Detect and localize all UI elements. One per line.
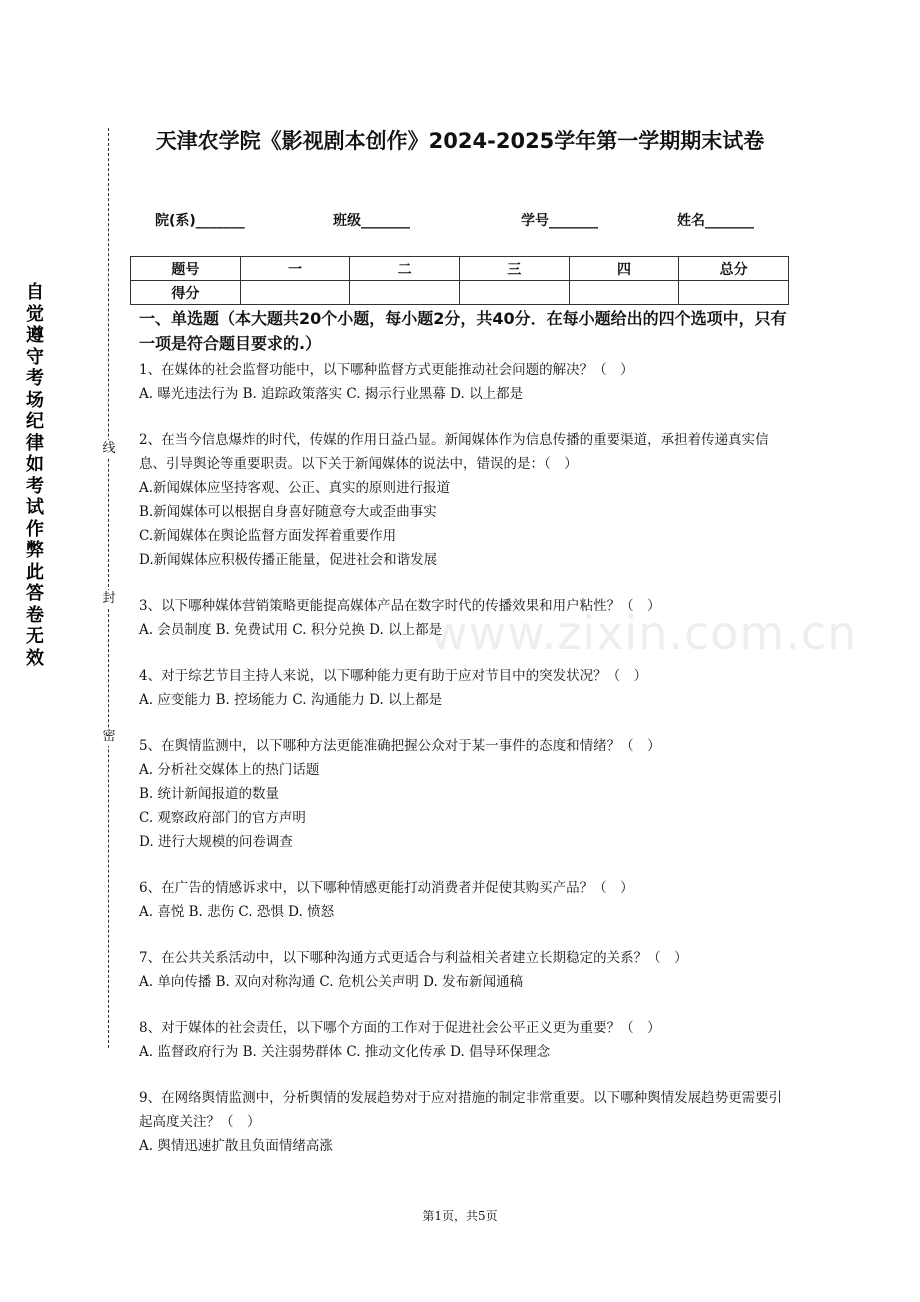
header-cell: 三: [459, 257, 569, 281]
seal-char-xian: 线: [102, 441, 116, 456]
score-row-label: 得分: [131, 281, 241, 305]
seal-char-feng: 封: [102, 591, 116, 606]
score-cell[interactable]: [569, 281, 679, 305]
score-cell[interactable]: [240, 281, 350, 305]
student-info-row: [0, 210, 920, 232]
question-options: A. 喜悦 B. 悲伤 C. 恐惧 D. 愤怒: [139, 904, 335, 920]
watermark: www.zixin.com.cn: [430, 606, 858, 660]
question-options: A. 监督政府行为 B. 关注弱势群体 C. 推动文化传承 D. 倡导环保理念: [139, 1044, 551, 1060]
question-item: [139, 734, 787, 854]
question-options: C. 观察政府部门的官方声明: [139, 810, 306, 826]
question-item: [139, 1086, 787, 1158]
question-options: B.新闻媒体可以根据自身喜好随意夸大或歪曲事实: [139, 504, 437, 520]
question-item: [139, 428, 787, 572]
header-cell: 四: [569, 257, 679, 281]
question-options: C.新闻媒体在舆论监督方面发挥着重要作用: [139, 528, 397, 544]
question-stem: 9、在网络舆情监测中，分析舆情的发展趋势对于应对措施的制定非常重要。以下哪种舆情发展趋势更需要引起高度关注？（ ）: [139, 1090, 783, 1130]
section-heading: 一、单选题（本大题共20个小题，每小题2分，共40分．在每小题给出的四个选项中，只有一项是符合题目要求的.）: [139, 309, 787, 353]
seal-char-mi: 密: [102, 729, 116, 744]
student-id-field[interactable]: 学号_______: [521, 213, 598, 229]
question-item: [139, 358, 787, 406]
question-options: D.新闻媒体应积极传播正能量，促进社会和谐发展: [139, 552, 438, 568]
seal-dashed-line: [108, 128, 109, 1048]
question-options: A. 会员制度 B. 免费试用 C. 积分兑换 D. 以上都是: [139, 622, 443, 638]
question-stem: 4、对于综艺节目主持人来说，以下哪种能力更有助于应对节目中的突发状况？（ ）: [139, 668, 648, 684]
question-item: [139, 664, 787, 712]
header-cell: 总分: [679, 257, 789, 281]
question-options: A.新闻媒体应坚持客观、公正、真实的原则进行报道: [139, 480, 451, 496]
header-cell: 题号: [131, 257, 241, 281]
page-footer: 第1页，共5页: [422, 1209, 498, 1223]
header-cell: 二: [350, 257, 460, 281]
question-stem: 8、对于媒体的社会责任，以下哪个方面的工作对于促进社会公平正义更为重要？（ ）: [139, 1020, 661, 1036]
score-table-header-row: [131, 257, 789, 281]
question-options: A. 舆情迅速扩散且负面情绪高涨: [139, 1138, 333, 1154]
name-field[interactable]: 姓名_______: [677, 213, 754, 229]
question-options: A. 曝光违法行为 B. 追踪政策落实 C. 揭示行业黑幕 D. 以上都是: [139, 386, 524, 402]
question-item: [139, 1016, 787, 1064]
question-options: A. 单向传播 B. 双向对称沟通 C. 危机公关声明 D. 发布新闻通稿: [139, 974, 524, 990]
exam-discipline-notice: 自觉遵守考场纪律如考试作弊此答卷无效: [26, 282, 44, 669]
question-stem: 7、在公共关系活动中，以下哪种沟通方式更适合与利益相关者建立长期稳定的关系？（ ）: [139, 950, 688, 966]
class-field[interactable]: 班级_______: [333, 213, 410, 229]
question-options: B. 统计新闻报道的数量: [139, 786, 280, 802]
question-stem: 3、以下哪种媒体营销策略更能提高媒体产品在数字时代的传播效果和用户粘性？（ ）: [139, 598, 661, 614]
score-cell[interactable]: [679, 281, 789, 305]
department-field[interactable]: 院(系)_______: [155, 213, 245, 229]
question-options: A. 应变能力 B. 控场能力 C. 沟通能力 D. 以上都是: [139, 692, 443, 708]
exam-title: 天津农学院《影视剧本创作》2024-2025学年第一学期期末试卷: [155, 129, 765, 153]
score-table-score-row: [131, 281, 789, 305]
score-table: [130, 256, 789, 305]
question-item: [139, 876, 787, 924]
score-cell[interactable]: [459, 281, 569, 305]
exam-content: [139, 306, 787, 1180]
question-options: D. 进行大规模的问卷调查: [139, 834, 293, 850]
question-list: [139, 358, 787, 1158]
header-cell: 一: [240, 257, 350, 281]
question-stem: 5、在舆情监测中，以下哪种方法更能准确把握公众对于某一事件的态度和情绪？（ ）: [139, 738, 661, 754]
question-stem: 2、在当今信息爆炸的时代，传媒的作用日益凸显。新闻媒体作为信息传播的重要渠道，承担着传递真实信息、引导舆论等重要职责。以下关于新闻媒体的说法中，错误的是：（ ）: [139, 432, 769, 472]
score-cell[interactable]: [350, 281, 460, 305]
question-stem: 1、在媒体的社会监督功能中，以下哪种监督方式更能推动社会问题的解决？（ ）: [139, 362, 634, 378]
question-item: [139, 946, 787, 994]
question-options: A. 分析社交媒体上的热门话题: [139, 762, 320, 778]
question-stem: 6、在广告的情感诉求中，以下哪种情感更能打动消费者并促使其购买产品？（ ）: [139, 880, 634, 896]
